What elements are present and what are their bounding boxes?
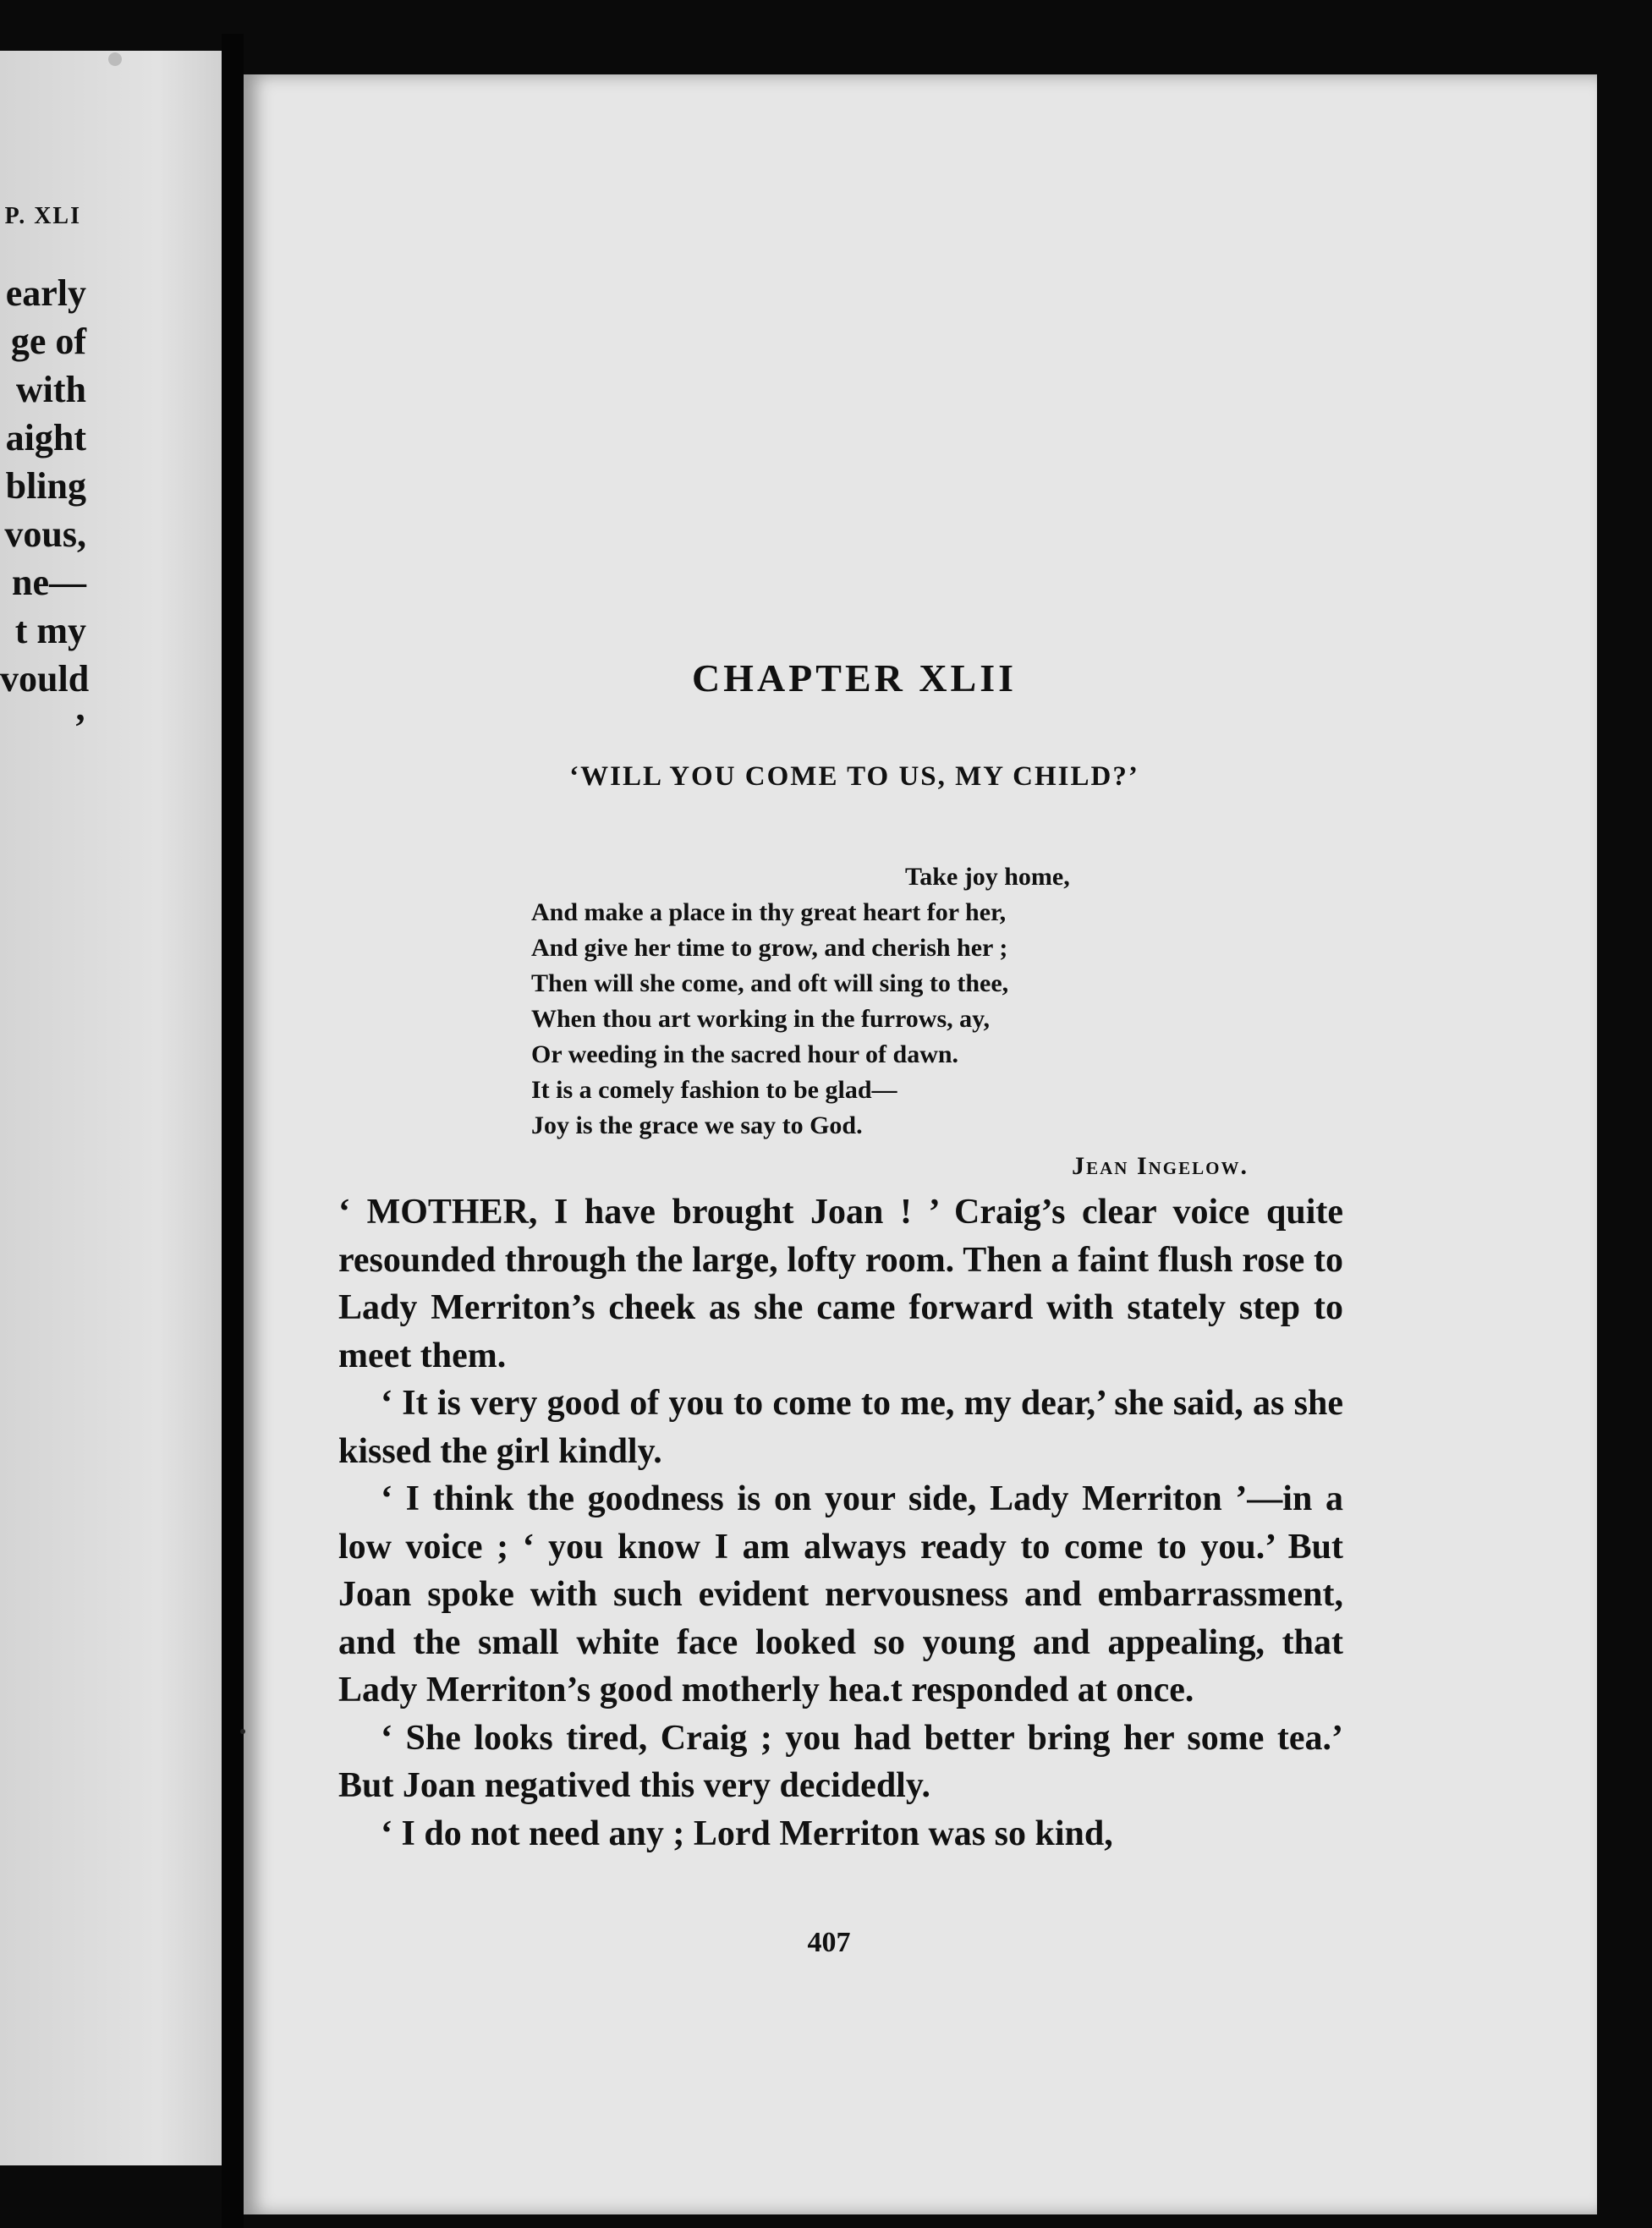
epigraph-line: Then will she come, and oft will sing to thee, <box>531 969 1009 997</box>
left-page-line-fragments <box>0 269 90 751</box>
body-paragraph: ‘ It is very good of you to come to me, my dear,’ she said, as she kissed the girl kindly. <box>338 1384 1343 1471</box>
body-paragraph: ‘ I think the goodness is on your side, Lady Merriton ’—in a low voice ; ‘ you know I am always ready to come to you.’ But Joan spoke with such evident nervousness and embarrassment, and the small white face looked so young and appealing, that Lady Merriton’s good motherly hea.t responded at once. <box>338 1479 1343 1709</box>
left-fragment: with <box>15 369 86 410</box>
left-fragment: aight <box>5 417 86 458</box>
epigraph-line: Take joy home, <box>905 863 1070 891</box>
epigraph-line: Or weeding in the sacred hour of dawn. <box>531 1040 959 1068</box>
left-fragment: ’ <box>74 706 86 748</box>
left-fragment: bling <box>5 465 86 507</box>
body-paragraph: ‘ MOTHER, I have brought Joan ! ’ Craig’s clear voice quite resounded through the large, lofty room. Then a faint flush rose to Lady Merriton’s cheek as she came forward with stately step to meet them. <box>338 1193 1343 1375</box>
chapter-title: CHAPTER XLII <box>691 656 1018 700</box>
left-fragment: ge of <box>10 321 86 362</box>
page-number: 407 <box>807 1927 851 1958</box>
left-fragment: t my <box>14 610 86 651</box>
chapter-body <box>338 1188 1343 1858</box>
epigraph-line: When thou art working in the furrows, ay, <box>531 1005 990 1033</box>
epigraph-line: And make a place in thy great heart for her, <box>531 898 1007 926</box>
epigraph <box>531 859 1259 1184</box>
left-fragment: early <box>5 272 86 314</box>
epigraph-line: And give her time to grow, and cherish her ; <box>531 934 1008 962</box>
left-fragment: ne— <box>12 562 86 603</box>
left-running-header: P. XLI <box>4 203 81 229</box>
scan-speck <box>240 1729 245 1734</box>
body-paragraph: ‘ I do not need any ; Lord Merriton was so kind, <box>381 1814 1113 1853</box>
epigraph-line: It is a comely fashion to be glad— <box>531 1076 897 1104</box>
epigraph-attribution: Jean Ingelow. <box>1072 1152 1249 1180</box>
left-fragment: vould <box>0 658 90 700</box>
left-fragment: vous, <box>4 513 86 555</box>
chapter-subtitle: ‘WILL YOU COME TO US, MY CHILD?’ <box>569 761 1139 792</box>
body-paragraph: ‘ She looks tired, Craig ; you had better bring her some tea.’ But Joan negatived this very decidedly. <box>338 1718 1343 1805</box>
scan-speck <box>108 52 122 66</box>
book-gutter <box>222 34 244 2228</box>
epigraph-line: Joy is the grace we say to God. <box>531 1111 863 1139</box>
